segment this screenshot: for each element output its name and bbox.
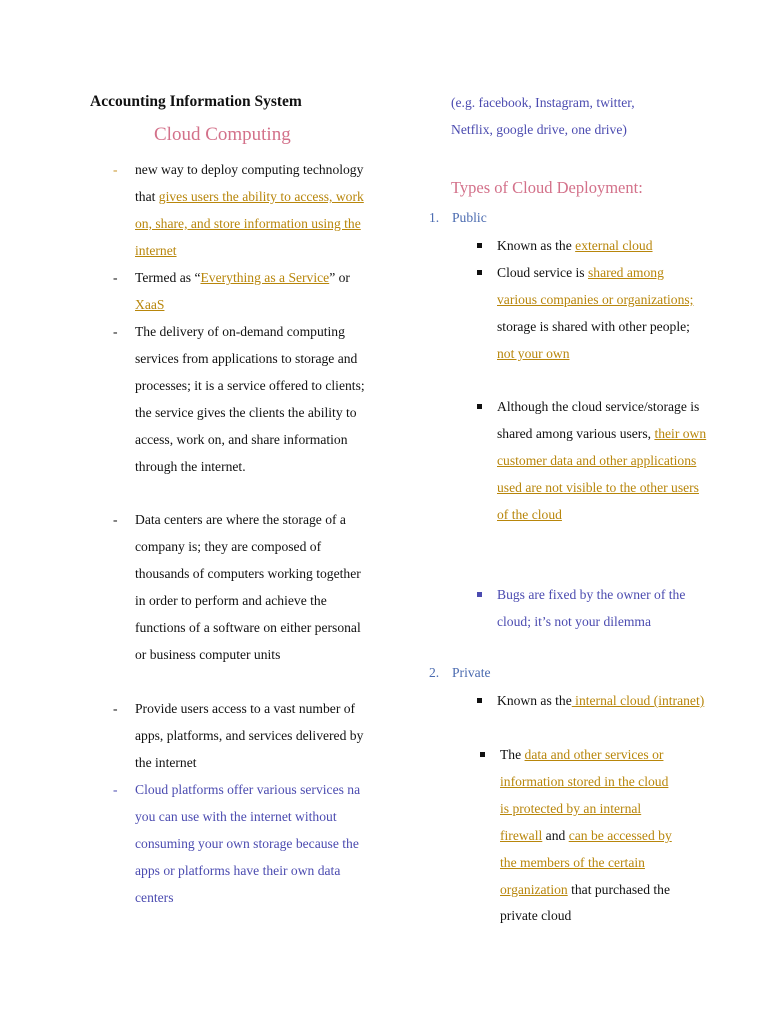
text-segment: Data centers are where the storage of a company is; they are composed of thousands of computers working together in order to perform and achieve the functions of a software on either personal or business computer units (135, 512, 361, 662)
text-segment: Known as the (497, 238, 576, 253)
examples-line: (e.g. facebook, Instagram, twitter, (451, 95, 635, 110)
private-label: Private (452, 665, 491, 680)
highlighted-text: Everything as a Service (200, 270, 330, 285)
dash-bullet: - (113, 782, 118, 797)
list-item (0, 777, 370, 912)
highlighted-text: data and other services or information stored in the cloud is protected by an internal firewall (500, 747, 669, 843)
text-segment: The (500, 747, 525, 762)
list-item (497, 582, 707, 663)
private-list (497, 688, 707, 932)
text-segment: that purchased the private cloud (500, 881, 670, 924)
highlighted-text: gives users the ability to access, work on, share, and store information using the internet (135, 188, 364, 258)
text-segment: Cloud platforms offer various services na you can use with the internet without consuming your own storage because the apps or platforms have their own data centers (135, 782, 361, 905)
square-bullet (480, 752, 485, 757)
square-bullet (477, 243, 482, 248)
highlighted-text: shared among various companies or organizations; (497, 265, 694, 307)
highlighted-text: can be accessed by the members of the certain organization (500, 827, 672, 897)
list-item (0, 696, 370, 777)
highlighted-text: internal cloud (intranet) (571, 693, 705, 708)
types-heading: Types of Cloud Deployment: (451, 178, 643, 197)
list-item (0, 265, 370, 319)
document-title: Accounting Information System (90, 93, 302, 110)
examples-text (451, 89, 681, 143)
highlighted-text: XaaS (135, 296, 165, 312)
list-item (497, 260, 707, 394)
text-segment: and (542, 827, 569, 843)
highlighted-text: their own customer data and other applications used are not visible to the other users of the cloud (497, 425, 707, 522)
cloud-computing-list (0, 157, 400, 912)
square-bullet (477, 270, 482, 275)
private-heading (429, 665, 491, 681)
square-bullet (477, 592, 482, 597)
text-segment: Cloud service is (497, 265, 588, 280)
public-list (497, 233, 707, 663)
list-number: 1. (429, 210, 440, 225)
dash-bullet: - (113, 270, 118, 285)
text-segment: Bugs are fixed by the owner of the cloud; it’s not your dilemma (497, 587, 686, 629)
highlighted-text: not your own (497, 345, 570, 361)
square-bullet (477, 698, 482, 703)
list-item (0, 157, 370, 265)
list-number: 2. (429, 665, 440, 680)
text-segment: Termed as “ (135, 270, 201, 285)
text-segment: storage is shared with other people; (497, 318, 690, 334)
text-segment: Known as the (497, 693, 572, 708)
text-segment: Provide users access to a vast number of apps, platforms, and services delivered by the internet (135, 701, 364, 770)
public-label: Public (452, 210, 487, 225)
dash-bullet: - (113, 512, 118, 527)
list-item (0, 507, 370, 696)
section-title: Cloud Computing (154, 124, 291, 145)
dash-bullet: - (113, 162, 118, 177)
text-segment: new way to deploy computing technology that (135, 162, 364, 204)
public-heading (429, 210, 487, 226)
list-item (497, 233, 707, 260)
dash-bullet: - (113, 324, 118, 339)
highlighted-text: external cloud (575, 238, 653, 253)
list-item (500, 742, 675, 932)
square-bullet (477, 404, 482, 409)
text-segment: ” or (329, 270, 350, 285)
list-item (497, 688, 707, 742)
list-item (497, 394, 707, 582)
examples-line: Netflix, google drive, one drive) (451, 122, 627, 137)
text-segment: Although the cloud service/storage is shared among various users, (497, 399, 700, 441)
dash-bullet: - (113, 701, 118, 716)
list-item (0, 319, 370, 507)
text-segment: The delivery of on-demand computing services from applications to storage and processes; it is a service offered to clients; the service gives the clients the ability to access, work on, and share information through the internet. (135, 324, 365, 474)
